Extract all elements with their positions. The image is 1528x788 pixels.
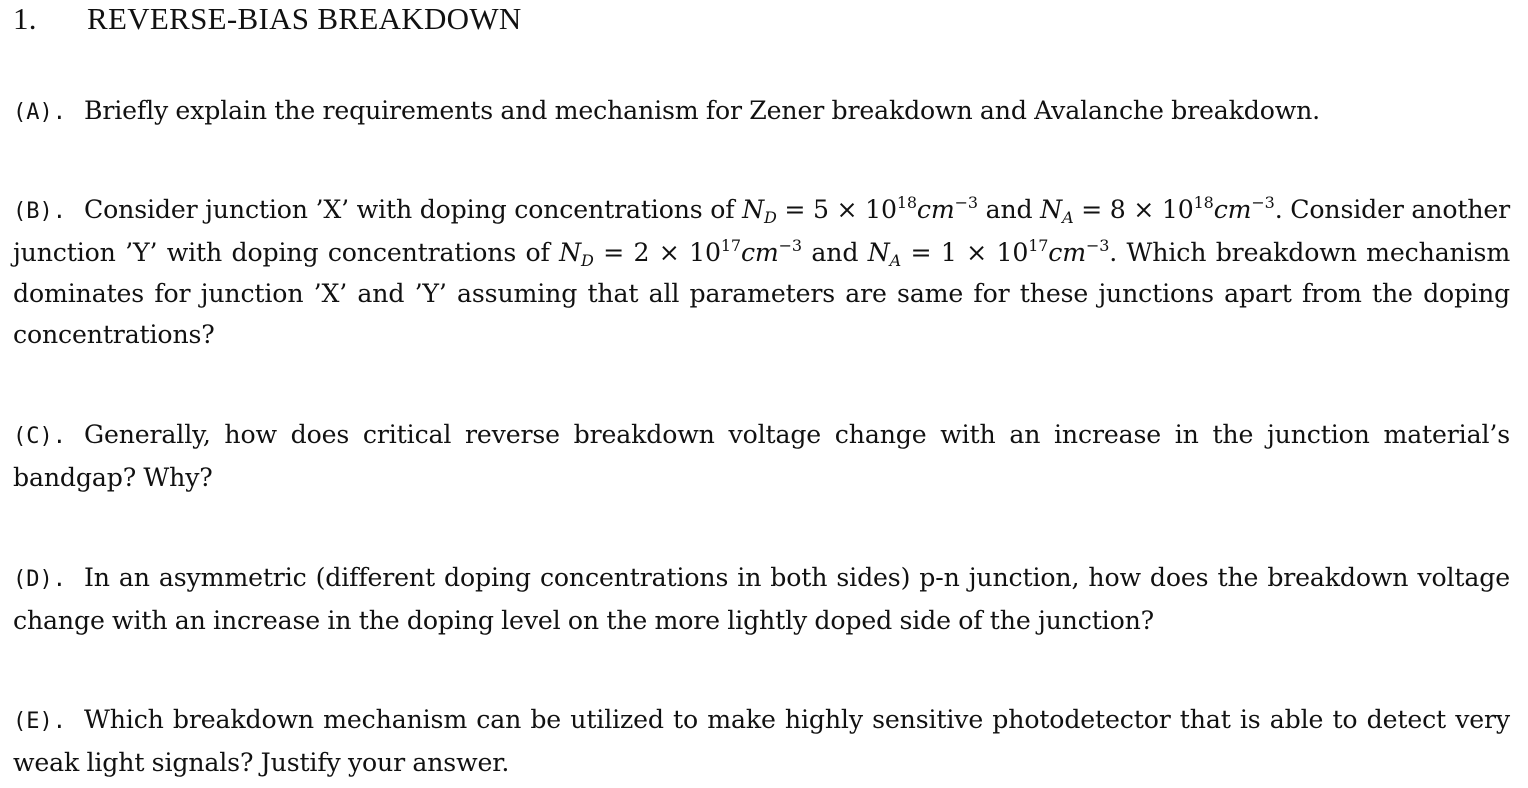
question-b (13, 189, 1510, 355)
math-value: = 5 × 10 (784, 195, 897, 224)
question-d (13, 557, 1510, 641)
conjunction: and (811, 238, 859, 267)
equation-y-acceptor (867, 236, 1110, 270)
section-number: 1. (13, 1, 37, 36)
math-unit: cm (1048, 238, 1086, 267)
math-unit-exponent: −3 (1251, 193, 1275, 212)
question-label: (C). (13, 424, 66, 449)
question-a (13, 90, 1510, 133)
section-heading (13, 2, 522, 36)
math-value: = 2 × 10 (603, 238, 721, 267)
question-text: Which breakdown mechanism can be utilized to make highly sensitive photodetector that is able to detect very weak light signals? Justify your answer. (13, 705, 1510, 777)
equation-x-donor (742, 193, 978, 227)
question-text: In an asymmetric (different doping concentrations in both sides) p-n junction, how does the breakdown voltage change with an increase in the doping level on the more lightly doped side of the junction? (13, 563, 1510, 635)
math-unit-exponent: −3 (954, 193, 978, 212)
question-label: (A). (13, 100, 66, 125)
equation-y-donor (559, 236, 802, 270)
math-unit: cm (916, 195, 955, 224)
math-var: N (559, 238, 582, 267)
question-text-part-3: . Which breakdown mechanism dominates for junction ’X’ and ’Y’ assuming that all parameters are same for these junctions apart from the doping concentrations? (13, 238, 1511, 349)
section-title: REVERSE-BIAS BREAKDOWN (87, 1, 522, 36)
math-var: N (742, 195, 764, 224)
math-subscript: D (763, 208, 777, 227)
math-unit: cm (740, 238, 779, 267)
question-label: (D). (13, 567, 66, 592)
equation-x-acceptor (1040, 193, 1275, 227)
question-label: (E). (13, 709, 66, 734)
question-label: (B). (13, 199, 66, 224)
question-text: Generally, how does critical reverse breakdown voltage change with an increase in the junction material’s bandgap? Why? (13, 420, 1510, 492)
math-unit-exponent: −3 (1085, 236, 1110, 255)
math-unit-exponent: −3 (778, 236, 802, 255)
math-exponent: 18 (1193, 193, 1214, 212)
math-var: N (1040, 195, 1063, 224)
math-subscript: A (1062, 208, 1074, 227)
math-exponent: 18 (896, 193, 917, 212)
question-e (13, 699, 1510, 783)
math-unit: cm (1213, 195, 1252, 224)
math-value: = 1 × 10 (910, 238, 1029, 267)
math-var: N (867, 238, 890, 267)
conjunction: and (985, 195, 1033, 224)
math-subscript: D (581, 251, 594, 270)
math-subscript: A (889, 251, 902, 270)
math-exponent: 17 (1028, 236, 1049, 255)
question-text: Briefly explain the requirements and mechanism for Zener breakdown and Avalanche breakdown. (83, 96, 1321, 125)
math-exponent: 17 (720, 236, 741, 255)
question-c (13, 414, 1510, 498)
math-value: = 8 × 10 (1081, 195, 1194, 224)
question-text-part-2: . Consider another junction ’Y’ with doping concentrations of (13, 195, 1511, 267)
question-text-part-1: Consider junction ’X’ with doping concentrations of (83, 195, 735, 224)
